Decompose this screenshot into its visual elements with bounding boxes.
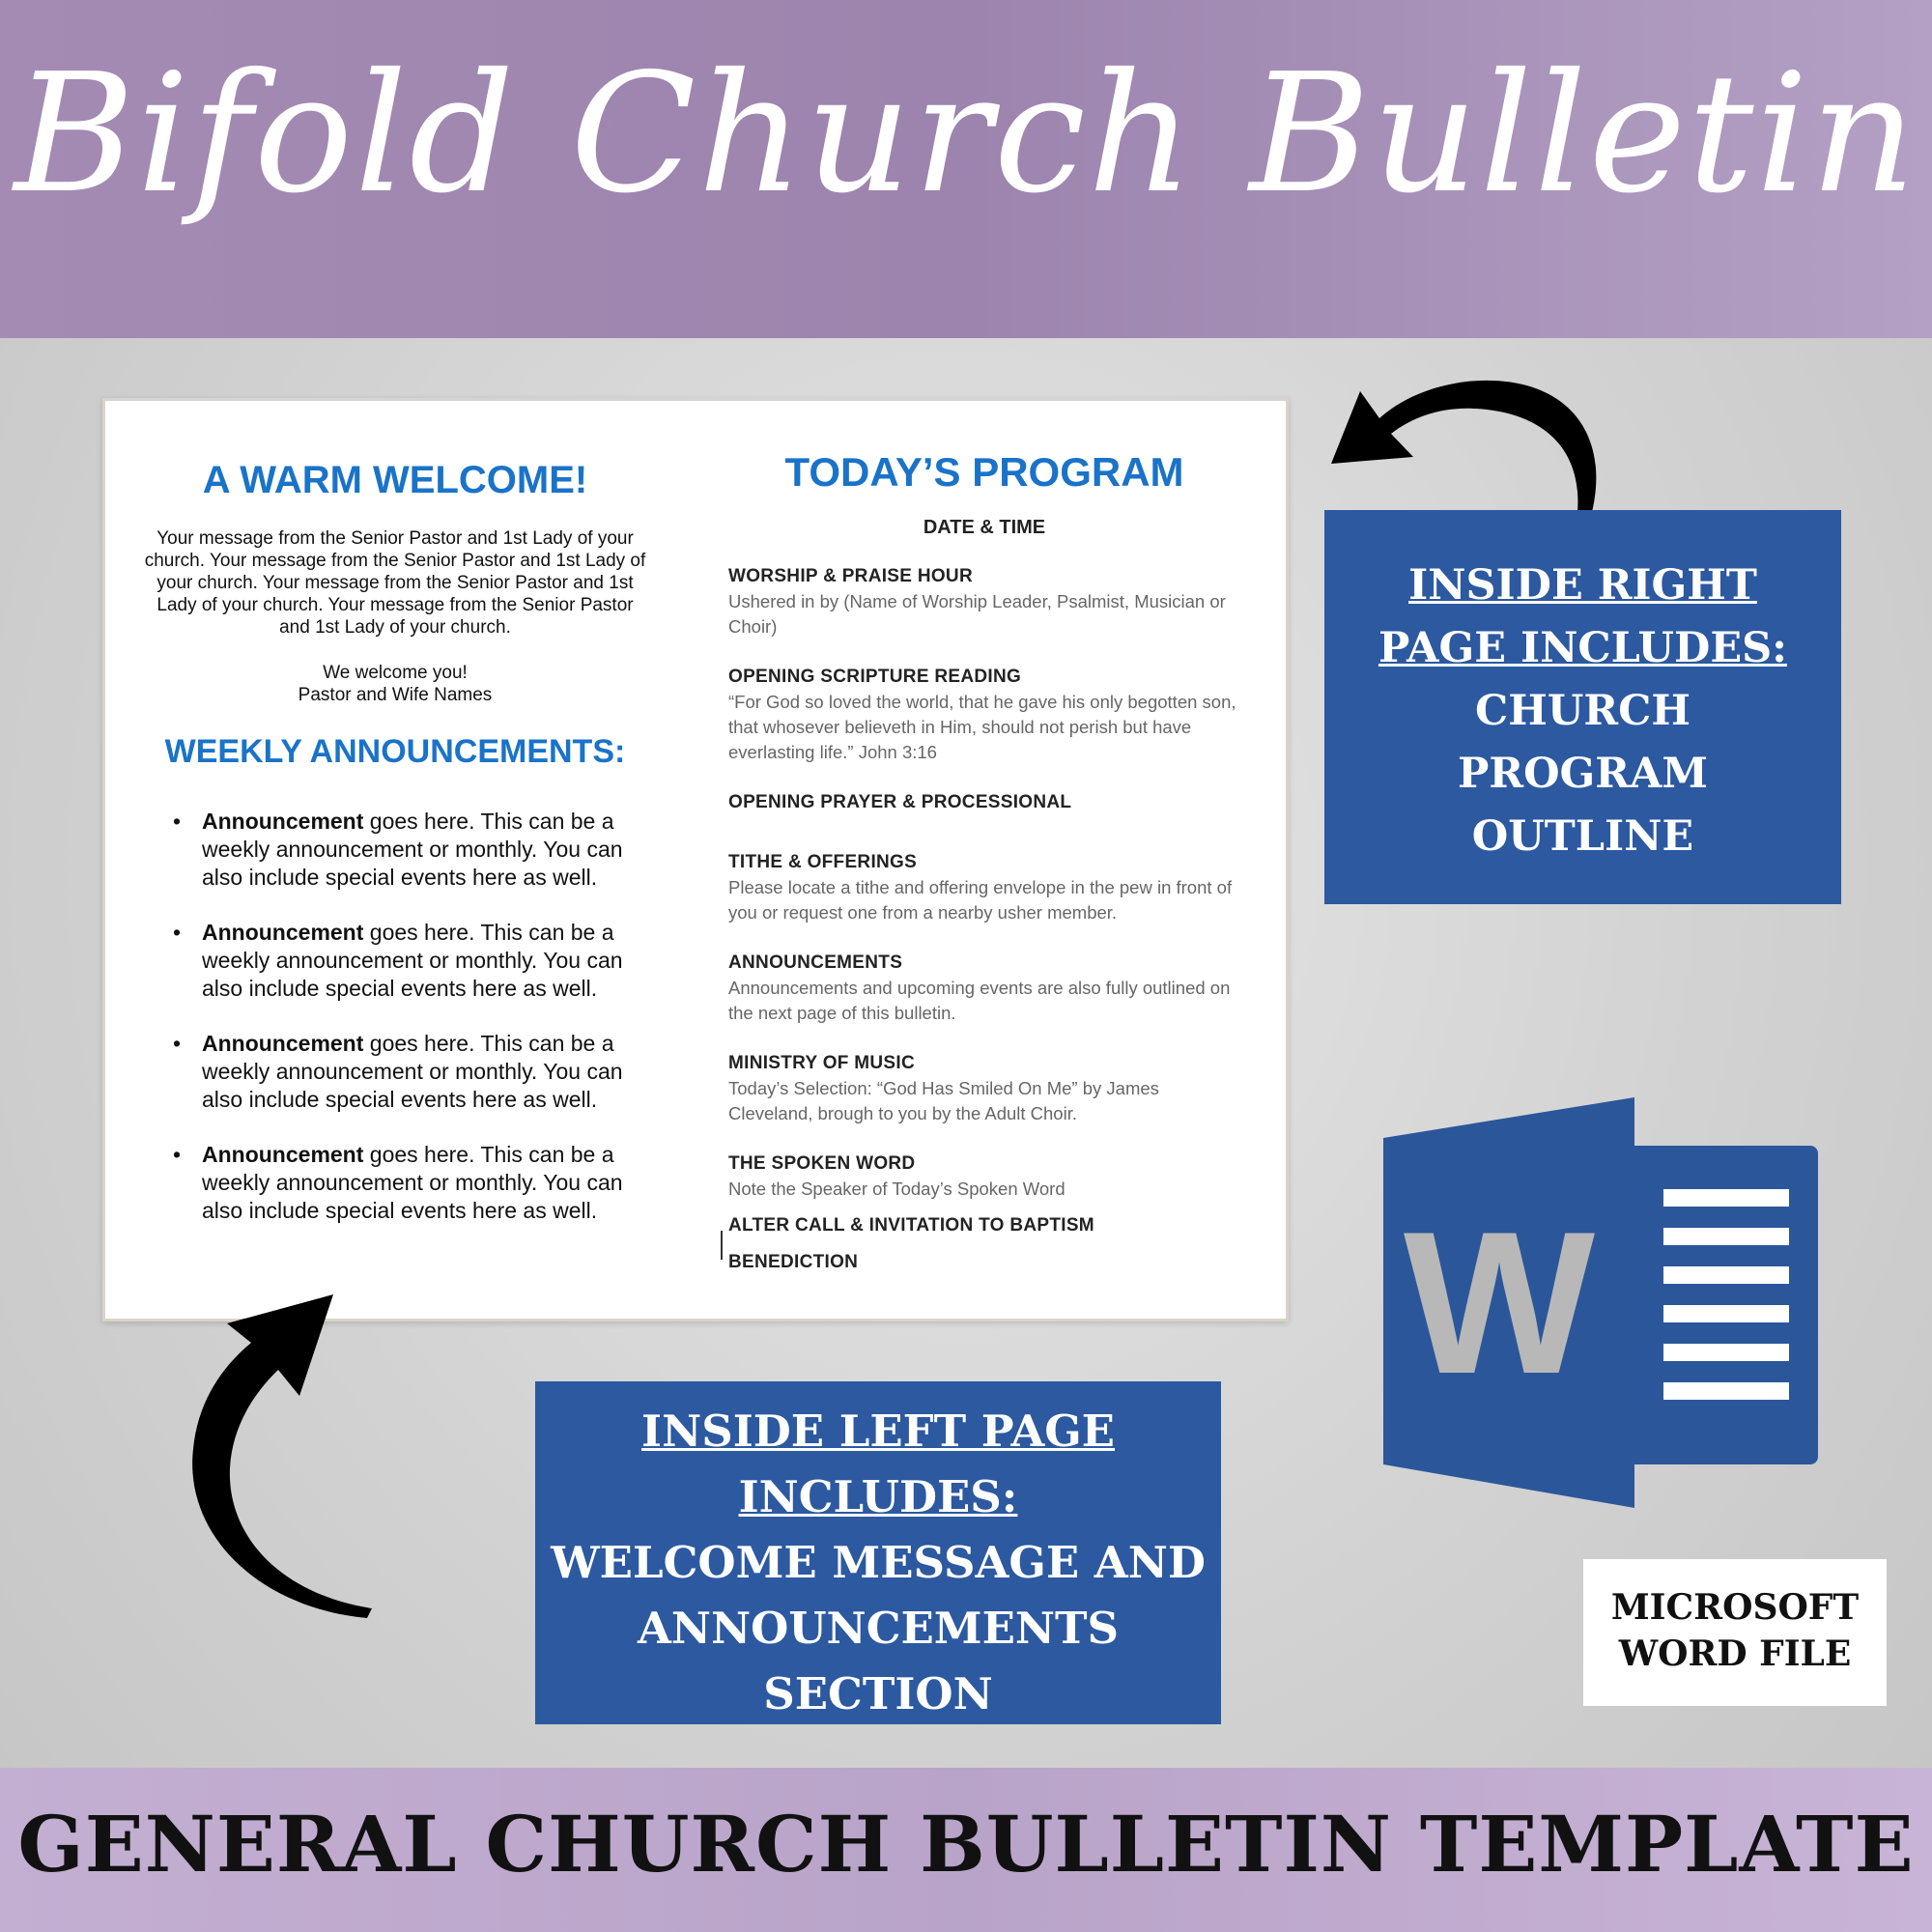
word-logo-letter: W [1403,1189,1596,1416]
announcement-label: Announcement [202,1142,364,1167]
announcement-text: goes here. This can be a weekly announcement or monthly. You can also include special events here as well. [202,1142,623,1223]
announcement-list [144,808,646,1225]
welcome-message: Your message from the Senior Pastor and 1st Lady of your church. Your message from the Senior Pastor and 1st Lady of your church. Your message from the Senior Pastor and 1st Lady of your church. Your message from the Senior Pastor and 1st Lady of your church. [144,528,646,638]
callout-line: CHURCH [1475,687,1690,735]
inside-right-page [728,449,1240,1273]
microsoft-word-icon [1383,1097,1828,1513]
announcement-label: Announcement [202,809,364,834]
section-body: Today’s Selection: “God Has Smiled On Me” by James Cleveland, brough to you by the Adult Choir. [728,1078,1159,1123]
callout-line: SECTION [763,1668,993,1719]
welcome-line: We welcome you! [323,663,468,683]
callout-line: INSIDE RIGHT [1408,561,1757,610]
section-heading: WORSHIP & PRAISE HOUR [728,566,973,586]
callout-line: INCLUDES: [738,1471,1018,1522]
announcement-text: goes here. This can be a weekly announcement or monthly. You can also include special events here as well. [202,1031,623,1112]
section-body: Note the Speaker of Today’s Spoken Word [728,1179,1065,1199]
announcements-title: WEEKLY ANNOUNCEMENTS: [164,733,626,770]
program-section [728,1153,1240,1202]
section-body: “For God so loved the world, that he gave his only begotten son, that whosever believeth in Him, should not perish but have everlasting life.” John 3:16 [728,692,1236,762]
section-heading: OPENING PRAYER & PROCESSIONAL [728,792,1072,812]
program-section [728,792,1240,813]
announcement-label: Announcement [202,1031,364,1056]
program-section [728,952,1240,1026]
section-heading: ANNOUNCEMENTS [728,952,903,973]
callout-inside-left [535,1381,1221,1724]
section-body: Ushered in by (Name of Worship Leader, Psalmist, Musician or Choir) [728,591,1226,637]
callout-line: PAGE INCLUDES: [1378,624,1788,672]
list-item [173,1030,646,1114]
announcement-text: goes here. This can be a weekly announcement or monthly. You can also include special events here as well. [202,809,623,890]
callout-line: INSIDE LEFT PAGE [641,1406,1115,1457]
bullet-icon: • [173,1031,182,1056]
section-heading: OPENING SCRIPTURE READING [728,667,1022,687]
date-time: DATE & TIME [923,517,1046,538]
tag-line: WORD FILE [1618,1634,1852,1674]
callout-line: ANNOUNCEMENTS [637,1603,1120,1654]
section-heading: MINISTRY OF MUSIC [728,1053,915,1073]
list-item [173,1141,646,1225]
announcement-text: goes here. This can be a weekly announcement or monthly. You can also include special events here as well. [202,920,623,1001]
bullet-icon: • [173,809,182,834]
bulletin-page [102,398,1289,1321]
announcement-label: Announcement [202,920,364,945]
welcome-signature [144,662,646,706]
program-section [728,1215,1240,1236]
bullet-icon: • [173,920,182,945]
program-section [728,1252,1240,1273]
callout-inside-right [1324,510,1841,904]
program-section [728,566,1240,639]
program-title: TODAY’S PROGRAM [784,449,1184,495]
program-section [728,1053,1240,1126]
callout-line: OUTLINE [1471,812,1694,861]
footer-title: GENERAL CHURCH BULLETIN TEMPLATE [17,1799,1915,1889]
program-section [728,667,1240,765]
curved-arrow-icon [174,1285,386,1623]
text-cursor [721,1231,723,1260]
section-body: Please locate a tithe and offering envelope in the pew in front of you or request one from a nearby usher member. [728,877,1233,923]
curved-arrow-icon [1321,353,1611,517]
welcome-title: A WARM WELCOME! [202,459,588,501]
list-item [173,919,646,1003]
list-item [173,808,646,892]
section-heading: TITHE & OFFERINGS [728,852,918,872]
bullet-icon: • [173,1142,182,1167]
tag-line: MICROSOFT [1610,1587,1860,1628]
pastor-names: Pastor and Wife Names [298,685,493,705]
inside-left-page [144,459,646,1252]
callout-line: WELCOME MESSAGE AND [551,1537,1206,1588]
section-heading: ALTER CALL & INVITATION TO BAPTISM [728,1215,1094,1236]
section-body: Announcements and upcoming events are also fully outlined on the next page of this bulletin. [728,978,1231,1023]
section-heading: THE SPOKEN WORD [728,1153,916,1174]
section-heading: BENEDICTION [728,1252,859,1272]
program-section [728,852,1240,925]
file-type-label [1583,1559,1887,1706]
header-title: Bifold Church Bulletin [14,39,1918,230]
callout-line: PROGRAM [1458,750,1708,798]
